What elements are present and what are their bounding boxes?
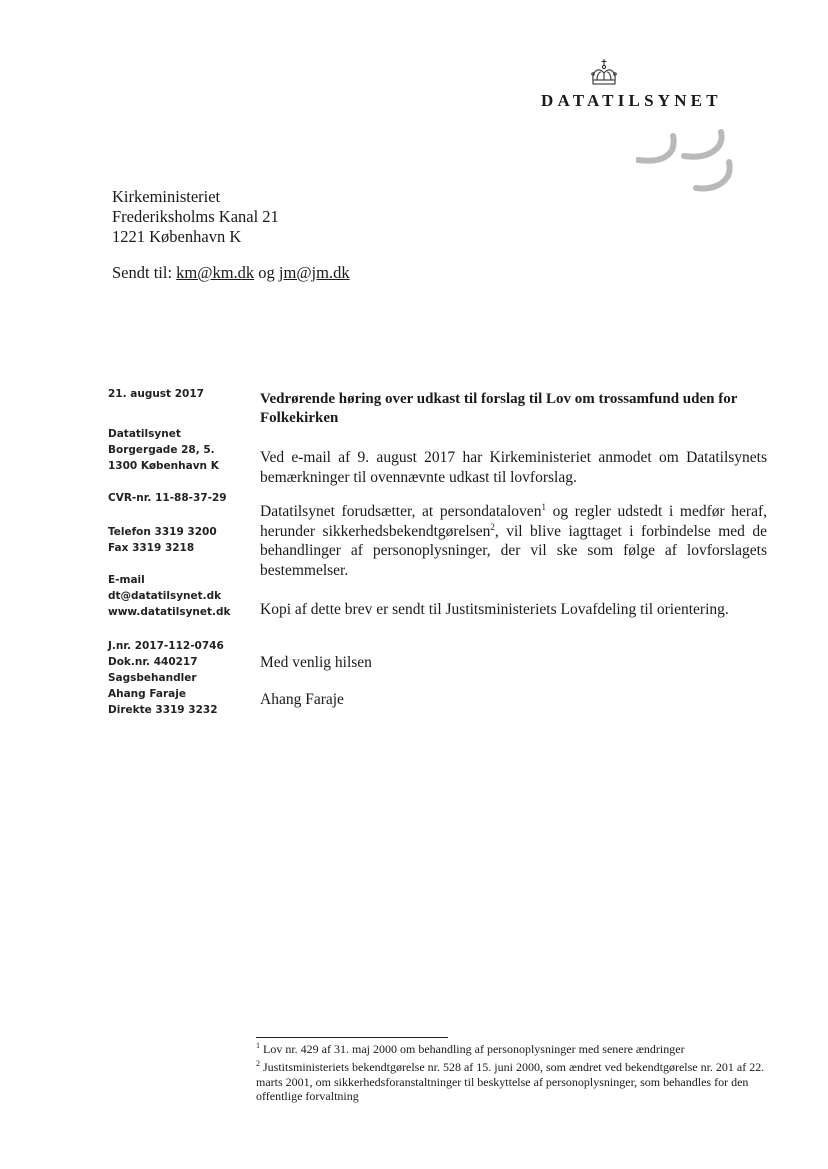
phone-number: Telefon 3319 3200 bbox=[108, 526, 217, 538]
signature-name: Ahang Faraje bbox=[260, 691, 344, 708]
closing-phrase: Med venlig hilsen bbox=[260, 654, 372, 671]
org-name: Datatilsynet bbox=[108, 428, 181, 440]
direct-phone: Direkte 3319 3232 bbox=[108, 704, 218, 716]
paragraph-2-part-b: og regler udstedt i medfør heraf, herunder sikkerhedsbekendtgørelsen bbox=[260, 503, 768, 540]
org-city: 1300 København K bbox=[108, 460, 219, 472]
footnote-ref-2: 2 bbox=[490, 521, 495, 532]
org-street: Borgergade 28, 5. bbox=[108, 444, 215, 456]
org-website[interactable]: www.datatilsynet.dk bbox=[108, 606, 231, 618]
letter-date: 21. august 2017 bbox=[108, 388, 204, 400]
paragraph-2-part-c: , vil blive iagttaget i forbindelse med de behandlinger af personoplysninger, der vil ske som følge af lovforslagets bestemmelser. bbox=[260, 522, 767, 579]
org-email[interactable]: dt@datatilsynet.dk bbox=[108, 590, 222, 602]
paragraph-2-part-a: Datatilsynet forudsætter, at persondataloven bbox=[260, 503, 542, 520]
recipient-city: 1221 København K bbox=[112, 227, 242, 246]
crown-icon bbox=[588, 58, 620, 88]
letter-subject: Vedrørende høring over udkast til forslag til Lov om trossamfund uden for Folkekirken bbox=[260, 391, 738, 426]
fax-number: Fax 3319 3218 bbox=[108, 542, 195, 554]
email-link-km[interactable]: km@km.dk bbox=[176, 263, 255, 282]
paragraph-2 bbox=[260, 502, 767, 580]
paragraph-3: Kopi af dette brev er sendt til Justitsministeriets Lovafdeling til orientering. bbox=[260, 601, 729, 618]
footnote-1-text: Lov nr. 429 af 31. maj 2000 om behandling af personoplysninger med senere ændringer bbox=[260, 1042, 685, 1056]
email-link-jm[interactable]: jm@jm.dk bbox=[278, 263, 350, 282]
footnote-2-marker: 2 bbox=[256, 1059, 260, 1068]
footnote-1 bbox=[256, 1042, 768, 1057]
sent-to-conjunction: og bbox=[258, 263, 275, 282]
footnote-2-text: Justitsministeriets bekendtgørelse nr. 528 af 15. juni 2000, som ændret ved bekendtgørelse nr. 201 af 22. marts 2001, om sikkerhedsforanstaltninger til beskyttelse af personoplysninger, som behandles for den offentlige forvaltning bbox=[256, 1060, 765, 1103]
sent-to-label: Sendt til: bbox=[112, 263, 173, 282]
paragraph-1: Ved e-mail af 9. august 2017 har Kirkeministeriet anmodet om Datatilsynets bemærkninger til ovennævnte udkast til lovforslag. bbox=[260, 449, 767, 486]
sent-to-line bbox=[112, 263, 350, 283]
document-number: Dok.nr. 440217 bbox=[108, 656, 198, 668]
email-label: E-mail bbox=[108, 574, 145, 586]
journal-number: J.nr. 2017-112-0746 bbox=[108, 640, 224, 652]
cvr-number: CVR-nr. 11-88-37-29 bbox=[108, 492, 227, 504]
case-handler-name: Ahang Faraje bbox=[108, 688, 186, 700]
hooks-graphic bbox=[636, 128, 736, 198]
brand-wordmark: DATATILSYNET bbox=[541, 91, 722, 110]
case-handler-label: Sagsbehandler bbox=[108, 672, 197, 684]
footnote-divider bbox=[256, 1037, 448, 1038]
footnote-2 bbox=[256, 1060, 768, 1104]
footnote-ref-1: 1 bbox=[541, 501, 546, 512]
recipient-name: Kirkeministeriet bbox=[112, 187, 221, 206]
footnote-1-marker: 1 bbox=[256, 1041, 260, 1050]
recipient-street: Frederiksholms Kanal 21 bbox=[112, 207, 279, 226]
